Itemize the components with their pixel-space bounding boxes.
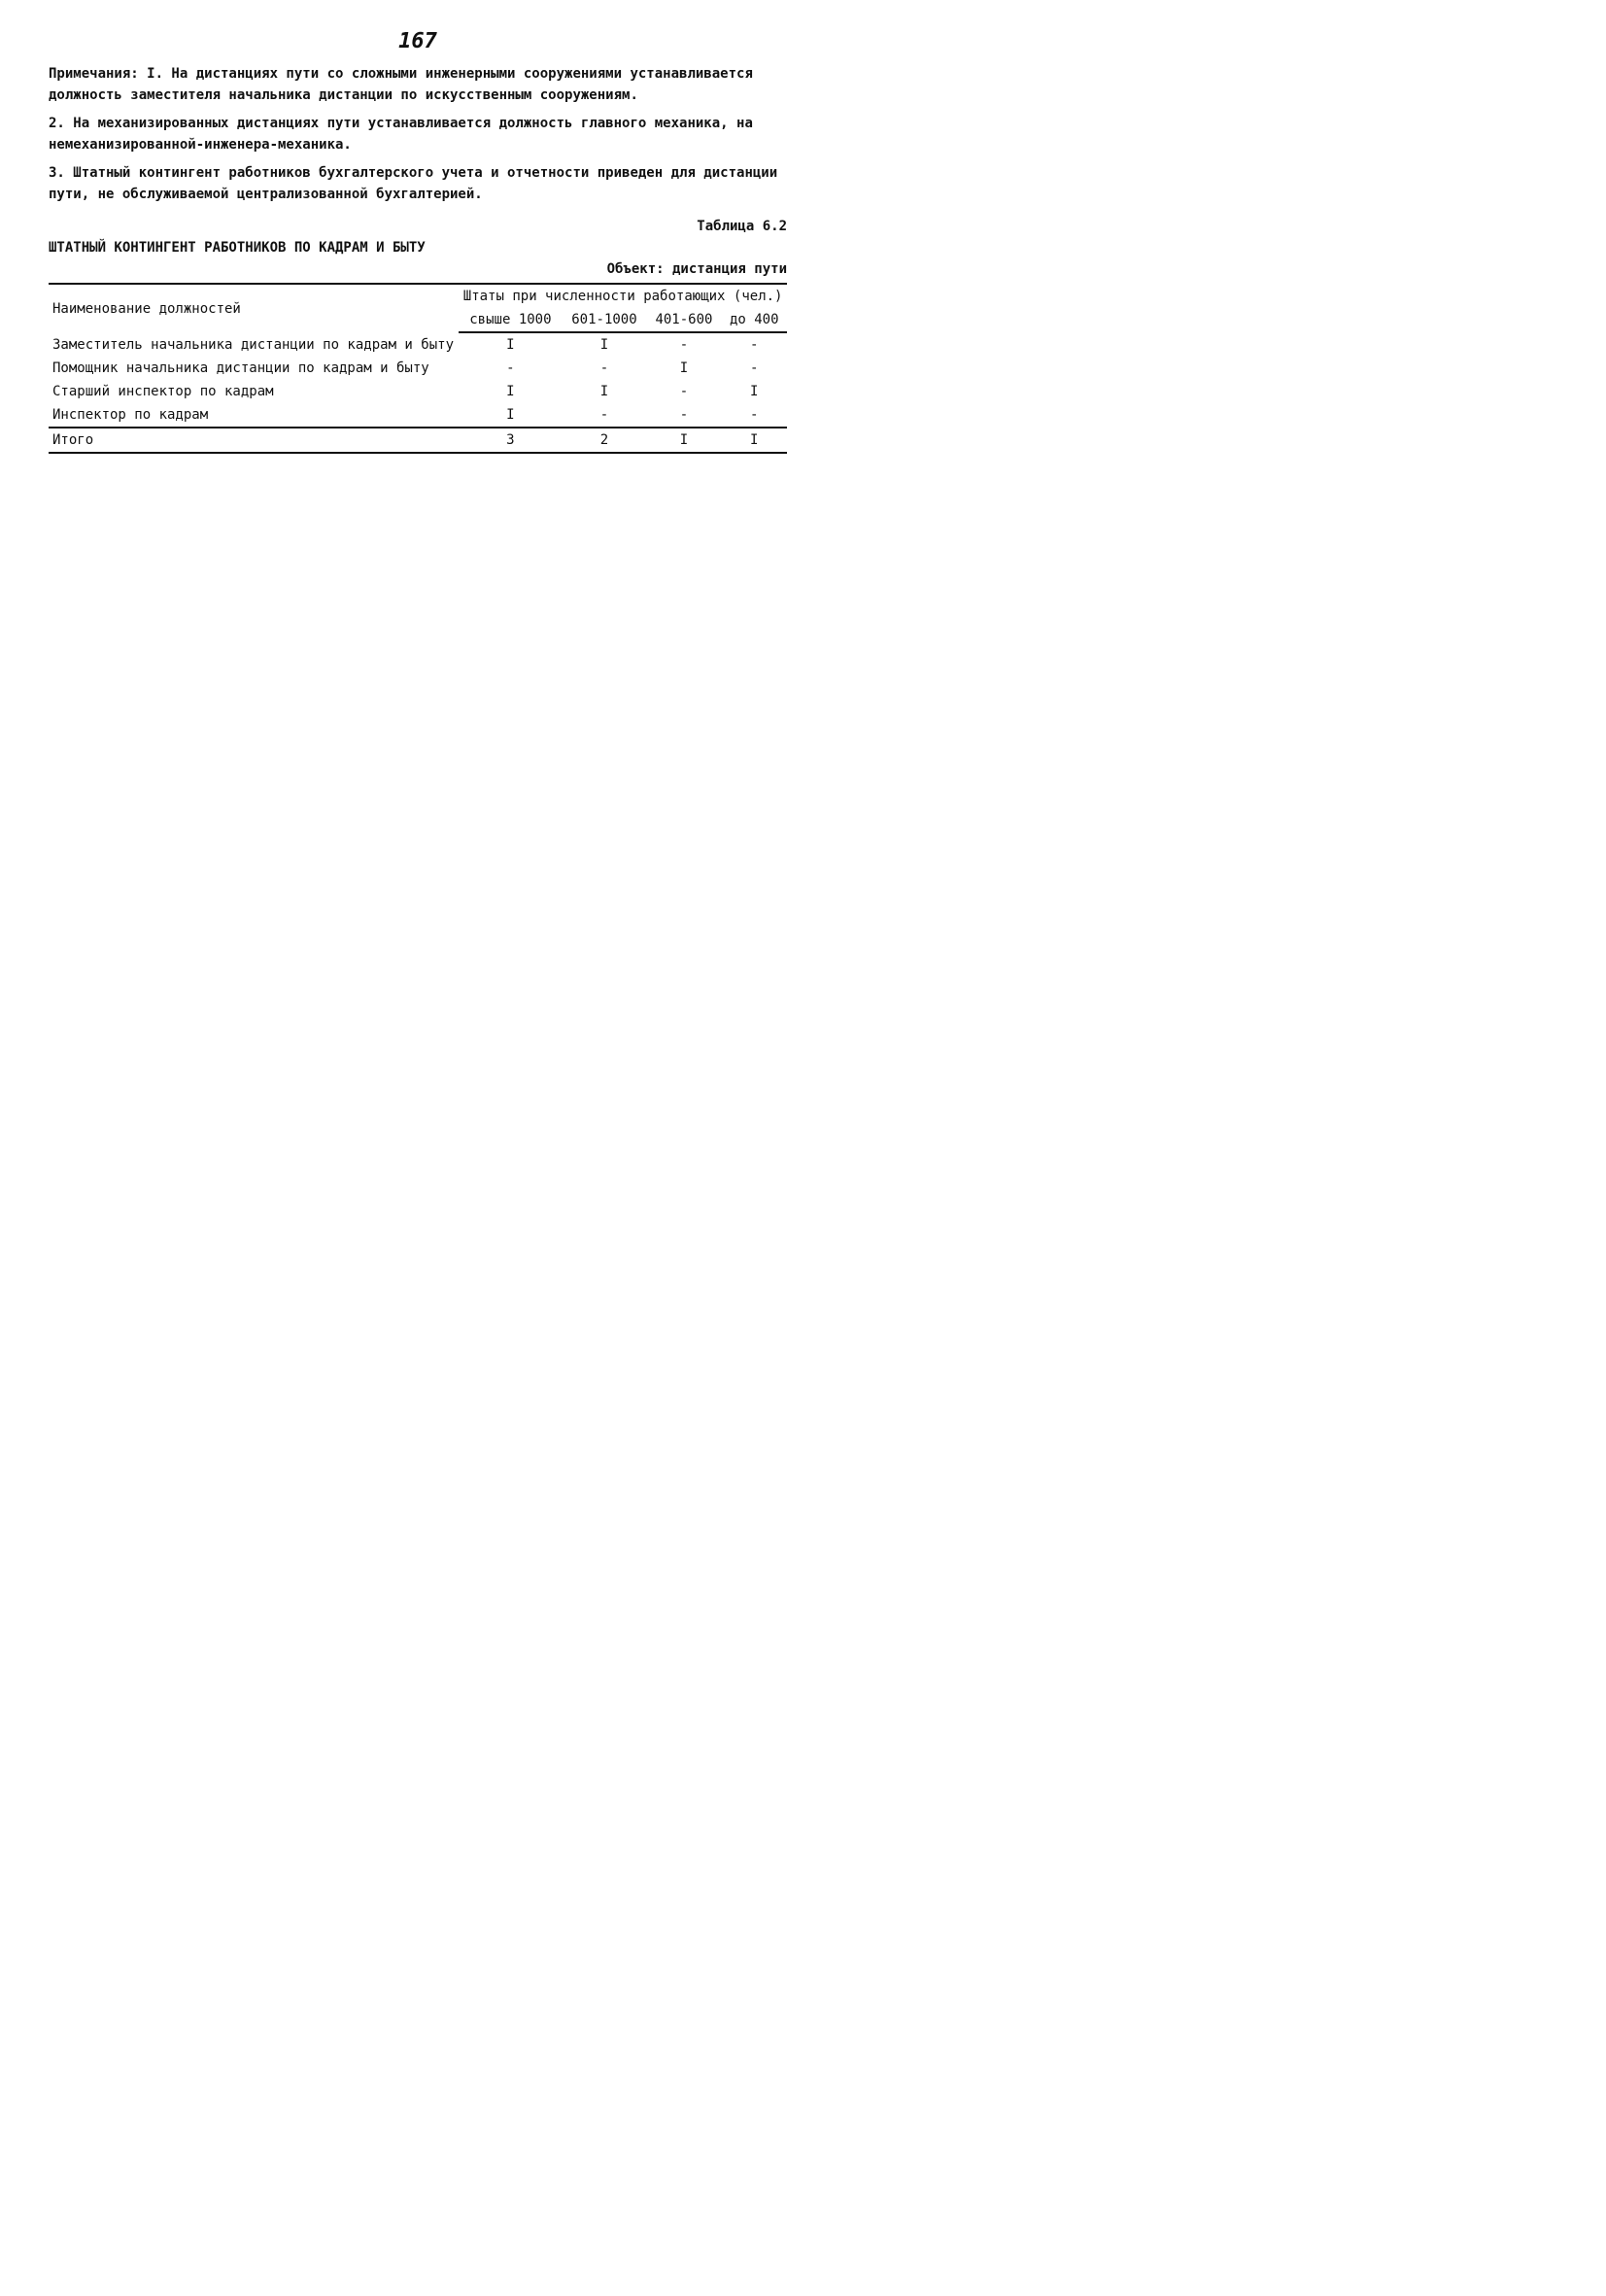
cell: I: [506, 337, 515, 354]
cell: 3: [459, 428, 562, 453]
table-caption: Таблица 6.2: [697, 219, 787, 235]
cell: I: [506, 384, 515, 400]
cell: -: [599, 360, 609, 377]
object: Объект: дистанция пути: [606, 261, 787, 278]
col-group: Штаты при численности работающих (чел.): [462, 289, 783, 305]
note: 2. На механизированных дистанциях пути устанавливается должность главного механика, на немеханизированной-инженера-механика.: [49, 115, 753, 154]
table-row: [49, 403, 787, 428]
table-row: [49, 357, 787, 380]
cell: Помощник начальника дистанции по кадрам и быту: [52, 360, 429, 377]
cell: I: [722, 428, 787, 453]
cell: I: [506, 407, 515, 424]
cell: -: [679, 384, 689, 400]
cell: -: [679, 337, 689, 354]
cell: Инспектор по кадрам: [52, 407, 209, 424]
doc: [0, 0, 836, 483]
col-3: 401-600: [646, 308, 721, 332]
cell: I: [679, 360, 689, 377]
col-4: до 400: [722, 308, 787, 332]
cell: -: [506, 360, 515, 377]
col-1: свыше 1000: [459, 308, 562, 332]
table-row: [49, 380, 787, 403]
cell: -: [750, 407, 759, 424]
staff-table: [49, 283, 787, 454]
cell: Итого: [49, 428, 459, 453]
cell: Старший инспектор по кадрам: [52, 384, 274, 400]
cell: Заместитель начальника дистанции по кадрам и быту: [52, 336, 455, 353]
cell: I: [646, 428, 721, 453]
note: Примечания: I. На дистанциях пути со сложными инженерными сооружениями устанавливается должность заместителя начальника дистанции по искусственным сооружениям.: [49, 66, 753, 104]
cell: -: [599, 407, 609, 424]
cell: 2: [563, 428, 647, 453]
cell: -: [750, 337, 759, 354]
total-row: [49, 428, 787, 453]
note: 3. Штатный контингент работников бухгалтерского учета и отчетности приведен для дистанции пути, не обслуживаемой централизованной бухгалтерией.: [49, 164, 778, 202]
table-row: [49, 332, 787, 357]
col-name: Наименование должностей: [52, 300, 241, 317]
cell: I: [599, 337, 609, 354]
cell: -: [679, 407, 689, 424]
col-2: 601-1000: [563, 308, 647, 332]
cell: I: [750, 384, 759, 400]
page-number: 167: [398, 29, 437, 53]
cell: -: [750, 360, 759, 377]
cell: I: [599, 384, 609, 400]
table-title: ШТАТНЫЙ КОНТИНГЕНТ РАБОТНИКОВ ПО КАДРАМ И БЫТУ: [49, 240, 426, 257]
